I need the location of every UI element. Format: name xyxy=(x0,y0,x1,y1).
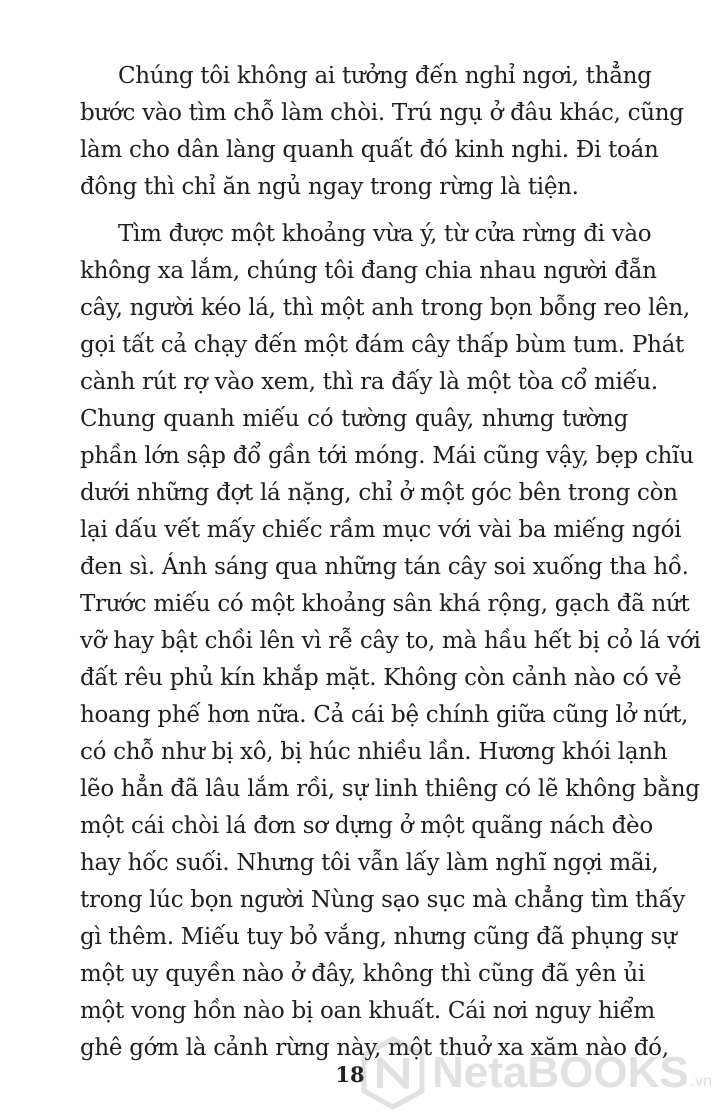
paragraph-2 xyxy=(80,216,701,1067)
text-line: hay hốc suối. Nhưng tôi vẫn lấy làm nghĩ ngợi mãi, xyxy=(80,850,659,876)
text-line: Chung quanh miếu có tường quây, nhưng tường xyxy=(80,406,628,432)
paragraph-gap xyxy=(80,206,628,216)
text-line: ghê gớm là cảnh rừng này, một thuở xa xăm nào đó, xyxy=(80,1035,669,1061)
text-line: gọi tất cả chạy đến một đám cây thấp bùm tum. Phát xyxy=(80,332,684,358)
text-line: bước vào tìm chỗ làm chòi. Trú ngụ ở đâu khác, cũng xyxy=(80,100,684,126)
text-line: có chỗ như bị xô, bị húc nhiều lần. Hương khói lạnh xyxy=(80,739,668,765)
watermark-suffix: .vn xyxy=(690,1073,712,1090)
page-text xyxy=(80,58,701,1067)
text-line: một vong hồn nào bị oan khuất. Cái nơi nguy hiểm xyxy=(80,998,655,1024)
text-line: đông thì chỉ ăn ngủ ngay trong rừng là tiện. xyxy=(80,174,579,200)
text-line: gì thêm. Miếu tuy bỏ vắng, nhưng cũng đã phụng sự xyxy=(80,924,677,950)
text-line: phần lớn sập đổ gần tới móng. Mái cũng vậy, bẹp chĩu xyxy=(80,443,694,469)
text-line: cây, người kéo lá, thì một anh trong bọn bỗng reo lên, xyxy=(80,295,690,321)
text-line: trong lúc bọn người Nùng sạo sục mà chẳng tìm thấy xyxy=(80,887,686,913)
netabooks-logo-icon xyxy=(360,1036,426,1110)
watermark-text: NetaBOOKS xyxy=(432,1048,689,1097)
text-line: Trước miếu có một khoảng sân khá rộng, gạch đã nứt xyxy=(80,591,690,617)
text-line: làm cho dân làng quanh quất đó kinh nghi. Đi toán xyxy=(80,137,659,163)
text-line: lại dấu vết mấy chiếc rầm mục với vài ba miếng ngói xyxy=(80,517,682,543)
text-line: Tìm được một khoảng vừa ý, từ cửa rừng đi vào xyxy=(118,221,652,247)
text-line: dưới những đợt lá nặng, chỉ ở một góc bên trong còn xyxy=(80,480,678,506)
text-line: cành rút rợ vào xem, thì ra đấy là một tòa cổ miếu. xyxy=(80,369,658,395)
text-line: một cái chòi lá đơn sơ dựng ở một quãng nách đèo xyxy=(80,813,653,839)
text-line: đen sì. Ánh sáng qua những tán cây soi xuống tha hồ. xyxy=(80,554,689,580)
text-line: vỡ hay bật chồi lên vì rễ cây to, mà hầu hết bị cỏ lá với xyxy=(80,628,701,654)
text-line: đất rêu phủ kín khắp mặt. Không còn cảnh nào có vẻ xyxy=(80,665,682,691)
text-line: hoang phế hơn nữa. Cả cái bệ chính giữa cũng lở nứt, xyxy=(80,702,689,728)
page-number: 18 xyxy=(335,1062,365,1087)
watermark xyxy=(360,1033,712,1113)
text-line: không xa lắm, chúng tôi đang chia nhau người đẵn xyxy=(80,258,657,284)
paragraph-1 xyxy=(80,58,684,206)
text-line: lẽo hẳn đã lâu lắm rồi, sự linh thiêng có lẽ không bằng xyxy=(80,776,700,802)
text-line: một uy quyền nào ở đây, không thì cũng đã yên ủi xyxy=(80,961,645,987)
text-line: Chúng tôi không ai tưởng đến nghỉ ngơi, thẳng xyxy=(118,63,652,89)
